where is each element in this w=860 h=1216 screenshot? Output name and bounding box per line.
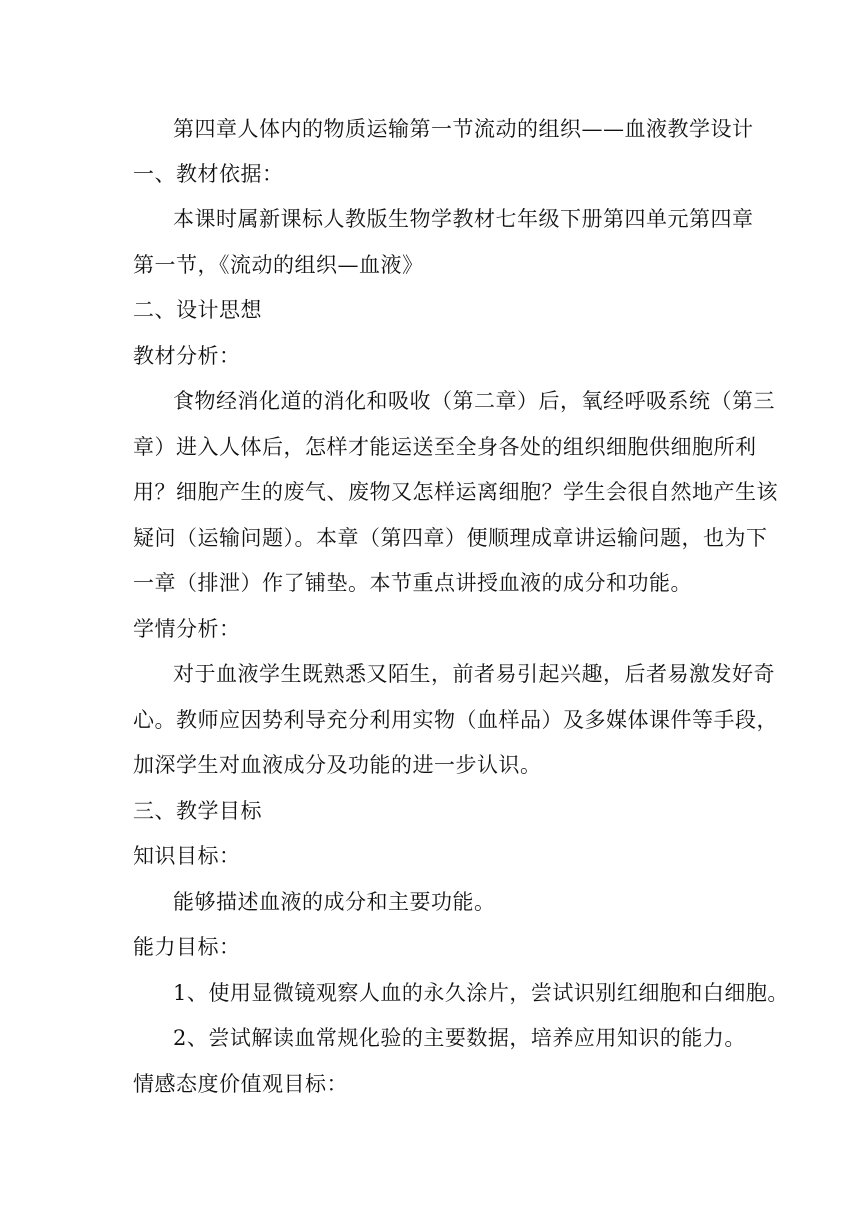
paragraph-line: 加深学生对血液成分及功能的进一步认识。 xyxy=(133,753,542,777)
paragraph-line: 一章（排泄）作了铺垫。本节重点讲授血液的成分和功能。 xyxy=(133,571,692,595)
objective-item: 2、尝试解读血常规化验的主要数据，培养应用知识的能力。 xyxy=(173,1026,746,1050)
paragraph-line: 心。教师应因势利导充分利用实物（血样品）及多媒体课件等手段， xyxy=(133,708,778,732)
subheading-material-analysis: 教材分析： xyxy=(133,344,241,368)
section-heading-objectives: 三、教学目标 xyxy=(133,799,262,823)
paragraph-line: 疑问（运输问题）。本章（第四章）便顺理成章讲运输问题，也为下 xyxy=(133,526,768,550)
subheading-knowledge-objectives: 知识目标： xyxy=(133,844,241,868)
subheading-emotion-objectives: 情感态度价值观目标： xyxy=(133,1072,348,1096)
paragraph-line: 本课时属新课标人教版生物学教材七年级下册第四单元第四章 xyxy=(173,207,754,231)
section-heading-basis: 一、教材依据： xyxy=(133,162,284,186)
paragraph-line: 对于血液学生既熟悉又陌生，前者易引起兴趣，后者易激发好奇 xyxy=(173,662,775,686)
paragraph-line: 章）进入人体后，怎样才能运送至全身各处的组织细胞供细胞所利 xyxy=(133,435,757,459)
paragraph-line: 第一节，《流动的组织—血液》 xyxy=(133,253,424,277)
document-title: 第四章人体内的物质运输第一节流动的组织——血液教学设计 xyxy=(173,117,754,141)
subheading-learner-analysis: 学情分析： xyxy=(133,617,241,641)
objective-item: 1、使用显微镜观察人血的永久涂片，尝试识别红细胞和白细胞。 xyxy=(173,981,789,1005)
objective-item: 能够描述血液的成分和主要功能。 xyxy=(173,890,496,914)
paragraph-line: 用？细胞产生的废气、废物又怎样运离细胞？学生会很自然地产生该 xyxy=(133,480,778,504)
subheading-ability-objectives: 能力目标： xyxy=(133,935,241,959)
section-heading-design: 二、设计思想 xyxy=(133,298,262,322)
paragraph-line: 食物经消化道的消化和吸收（第二章）后，氧经呼吸系统（第三 xyxy=(173,389,775,413)
